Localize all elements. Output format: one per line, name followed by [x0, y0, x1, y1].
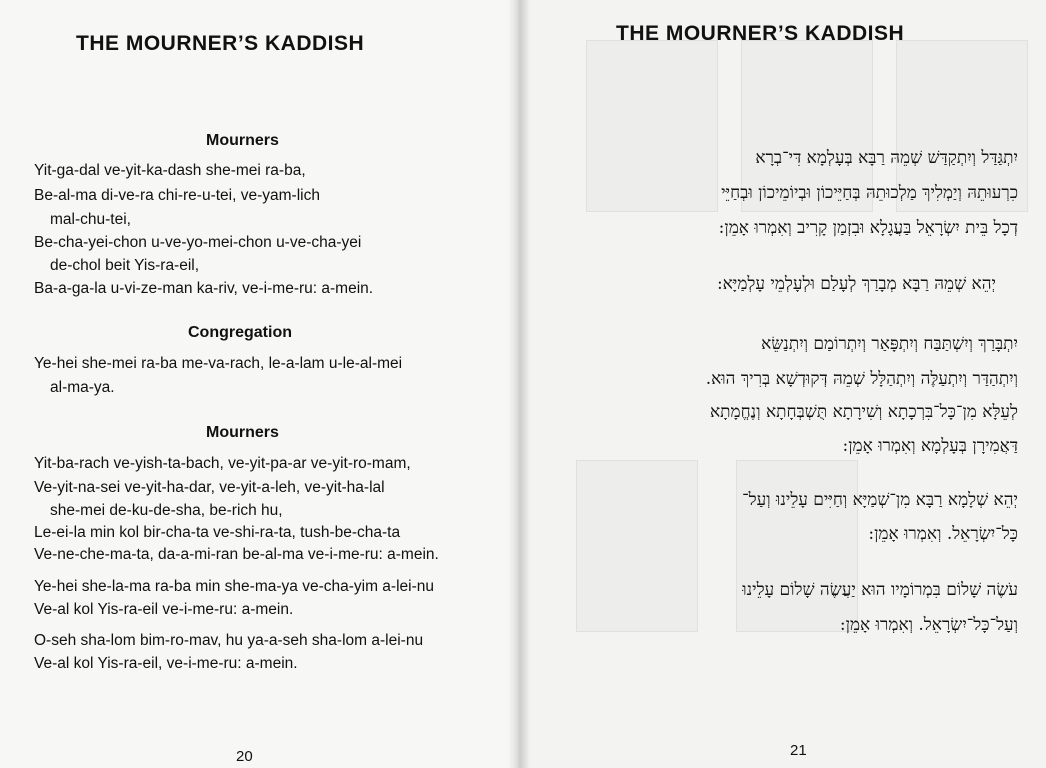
hebrew-line: כָּל־יִשְׂרָאֵל. וְאִמְרוּ אָמֵן:: [868, 524, 1018, 544]
left-page-title: THE MOURNER’S KADDISH: [76, 32, 365, 55]
transliteration-line: Ve-yit-na-sei ve-yit-ha-dar, ve-yit-a-leh, ve-yit-ha-lal: [34, 479, 385, 496]
transliteration-line: al-ma-ya.: [50, 379, 115, 396]
transliteration-line: Ve-ne-che-ma-ta, da-a-mi-ran be-al-ma ve-i-me-ru: a-mein.: [34, 546, 439, 563]
hebrew-line: לְעֵלָּא מִן־כָּל־בִּרְכָתָא וְשִׁירָתָא תֻּשְׁבְּחָתָא וְנֶחֱמָתָא: [709, 402, 1018, 422]
transliteration-line: Le-ei-la min kol bir-cha-ta ve-shi-ra-ta, tush-be-cha-ta: [34, 524, 401, 541]
transliteration-line: she-mei de-ku-de-sha, be-rich hu,: [50, 502, 283, 519]
transliteration-line: O-seh sha-lom bim-ro-mav, hu ya-a-seh sha-lom a-lei-nu: [34, 632, 424, 649]
transliteration-line: Ba-a-ga-la u-vi-ze-man ka-riv, ve-i-me-ru: a-mein.: [34, 280, 374, 297]
transliteration-line: Yit-ga-dal ve-yit-ka-dash she-mei ra-ba,: [34, 162, 306, 179]
book-gutter: [508, 0, 530, 768]
section-heading-congregation: Congregation: [188, 324, 292, 341]
page-number-left: 20: [236, 748, 253, 765]
transliteration-line: Ye-hei she-mei ra-ba me-va-rach, le-a-lam u-le-al-mei: [34, 355, 403, 372]
hebrew-line: יִתְבָּרַךְ וְיִשְׁתַּבַּח וְיִתְפָּאַר וְיִתְרוֹמַם וְיִתְנַשֵּׂא: [761, 334, 1018, 354]
hebrew-line: דַּאֲמִירָן בְּעָלְמָא וְאִמְרוּ אָמֵן:: [842, 436, 1018, 456]
transliteration-line: Yit-ba-rach ve-yish-ta-bach, ve-yit-pa-ar ve-yit-ro-mam,: [34, 455, 411, 472]
right-page: [516, 0, 1046, 768]
section-heading-mourners: Mourners: [206, 424, 279, 441]
transliteration-line: Ve-al kol Yis-ra-eil ve-i-me-ru: a-mein.: [34, 601, 294, 618]
transliteration-line: Be-al-ma di-ve-ra chi-re-u-tei, ve-yam-lich: [34, 187, 320, 204]
hebrew-line: עֹשֶׂה שָׁלוֹם בִּמְרוֹמָיו הוּא יַעֲשֶׂה שָׁלוֹם עָלֵינוּ: [742, 580, 1018, 600]
transliteration-line: Ve-al kol Yis-ra-eil, ve-i-me-ru: a-mein.: [34, 655, 298, 672]
faded-photo-background: [736, 460, 858, 632]
left-page: [0, 0, 516, 768]
faded-photo-background: [576, 460, 698, 632]
transliteration-line: mal-chu-tei,: [50, 211, 131, 228]
section-heading-mourners: Mourners: [206, 132, 279, 149]
transliteration-line: Be-cha-yei-chon u-ve-yo-mei-chon u-ve-cha-yei: [34, 234, 362, 251]
hebrew-line: יְהֵא שְׁמֵהּ רַבָּא מְבָרַךְ לְעָלַם וּלְעָלְמֵי עָלְמַיָּא:: [716, 274, 996, 294]
transliteration-line: de-chol beit Yis-ra-eil,: [50, 257, 200, 274]
hebrew-line: יְהֵא שְׁלָמָא רַבָּא מִן־שְׁמַיָּא וְחַיִּים עָלֵינוּ וְעַל־: [742, 490, 1018, 510]
page-number-right: 21: [790, 742, 807, 759]
hebrew-line: וְיִתְהַדַּר וְיִתְעַלֶּה וְיִתְהַלָּל שְׁמֵהּ דְּקוּדְשָׁא בְּרִיךְ הוּא.: [705, 369, 1018, 389]
hebrew-line: כִרְעוּתֵהּ וְיַמְלִיךְ מַלְכוּתֵהּ בְּחַיֵּיכוֹן וּבְיוֹמֵיכוֹן וּבְחַיֵּי: [721, 183, 1018, 203]
faded-photo-background: [586, 40, 718, 212]
hebrew-line: יִתְגַּדַּל וְיִתְקַדַּשׁ שְׁמֵהּ רַבָּא בְּעָלְמָא דִּי־בְרָא: [755, 148, 1018, 168]
hebrew-line: וְעַל־כָּל־יִשְׂרָאֵל. וְאִמְרוּ אָמֵן:: [839, 615, 1018, 635]
transliteration-line: Ye-hei she-la-ma ra-ba min she-ma-ya ve-cha-yim a-lei-nu: [34, 578, 434, 595]
hebrew-line: דְכָל בֵּית יִשְׂרָאֵל בַּעֲגָלָא וּבִזְמַן קָרִיב וְאִמְרוּ אָמֵן:: [718, 218, 1018, 238]
right-page-title: THE MOURNER’S KADDISH: [616, 22, 905, 45]
